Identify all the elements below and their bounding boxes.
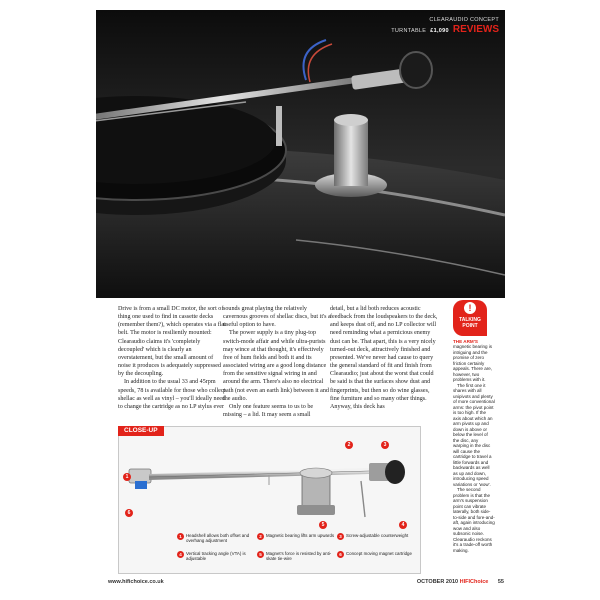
- paragraph: Drive is from a small DC motor, the sort of thing one used to find in cassette decks (remember them?), which operates via a flat belt. The motor is resiliently mounted: Clearaudio claims it's 'completely decoupled' which is clearly an overstatement, but the small amount of noise it produces is adequately suppressed by the decoupling.: [118, 306, 226, 378]
- turntable-photo: [96, 10, 505, 298]
- talking-point-sidebar: [453, 300, 495, 553]
- sidebar-paragraph: magnetic bearing is intriguing and the promise of zero friction certainly appeals. There are, however, two problems with it.: [453, 344, 493, 382]
- marker-5: 5: [319, 521, 327, 529]
- paragraph: sounds great playing the relatively cavernous grooves of shellac discs, but it's a useful option to have.: [223, 306, 331, 329]
- paragraph: Only one feature seems to us to be missing – a lid. It may seem a small: [223, 403, 314, 419]
- legend-item: 3 Screw-adjustable counterweight: [337, 533, 417, 538]
- legend-item: 1 Headshell allows both offset and overhang adjustment: [177, 533, 257, 544]
- marker-6: 6: [125, 509, 133, 517]
- legend-item: 6 Concept moving magnet cartridge: [337, 551, 417, 556]
- legend-item: 5 Magnet's force is resisted by anti-skate tie-wire: [257, 551, 337, 562]
- masthead: [391, 16, 499, 35]
- kicker-line-2: TURNTABLE: [391, 28, 427, 34]
- sidebar-paragraph: The first one it shares with all unipivots and plenty of more conventional arms: the pivot point is too high. If the axis about which an arm pivots up and down is above or below the level of the disc, any warping in the disc will cause the cartridge to travel a little forwards and backwards as well as up and down, introducing speed variations or 'wow'.: [453, 382, 495, 487]
- close-up-panel: [118, 426, 421, 574]
- sidebar-paragraph: The second problem is that the arm's suspension point can vibrate laterally, both side-to-side and fore-and-aft, again introducing wow and also subsonic noise. Clearaudio reckons it's a trade-off worth making.: [453, 487, 495, 553]
- marker-3: 3: [381, 441, 389, 449]
- issue-date: OCTOBER 2010: [416, 579, 459, 585]
- body-column-1: [118, 305, 226, 411]
- body-column-3: [330, 305, 438, 411]
- exclamation-icon: !: [464, 302, 476, 314]
- badge-line-2: POINT: [462, 323, 478, 329]
- marker-1: 1: [123, 473, 131, 481]
- page-number: 55: [497, 579, 504, 585]
- sidebar-text: [453, 344, 495, 553]
- close-up-title: CLOSE-UP: [118, 426, 164, 436]
- legend-item: 4 Vertical tracking angle (VTA) is adjustable: [177, 551, 257, 562]
- section-title: REVIEWS: [452, 24, 499, 35]
- paragraph: In addition to the usual 33 and 45rpm speeds, 78 is available for those who collect shellac as well as vinyl – you'll ideally need to change the cartridge as no LP stylus ever: [118, 379, 226, 410]
- marker-2: 2: [345, 441, 353, 449]
- talking-point-badge: [453, 300, 487, 336]
- marker-4: 4: [399, 521, 407, 529]
- magazine-brand: HIFIChoice: [459, 579, 489, 585]
- kicker-line-1: CLEARAUDIO CONCEPT: [429, 17, 499, 23]
- body-column-2: [223, 305, 331, 419]
- sidebar-heading: THE ARM'S: [453, 339, 478, 344]
- paragraph: detail, but a lid both reduces acoustic feedback from the loudspeakers to the deck, and keeps dust off, and no LP collector will need reminding what a pernicious enemy dust can be. That apart, this is a very nicely turned-out deck, attractively finished and presented. We've never had cause to query the general standard of fit and finish from Clearaudio; just about the worst that could be said is that the surfaces show dust and fingerprints, but then so do wine glasses, fine furniture and so many other things. Anyway, this deck has: [330, 306, 438, 410]
- tonearm-diagram: [119, 441, 420, 533]
- price: £1,090: [430, 28, 449, 34]
- footer-url[interactable]: www.hifichoice.co.uk: [108, 579, 164, 585]
- turntable-illustration: [96, 10, 505, 298]
- badge-line-1: TALKING: [459, 317, 481, 323]
- footer-issue: [417, 579, 504, 585]
- paragraph: The power supply is a tiny plug-top switch-mode affair and while ultra-purists may wince at that thought, it's effectively free of hum fields and both it and its associated wiring are a good long distance from the sensitive signal wiring in and around the arm. There's also no electrical path (not even an earth link) between it and the audio.: [223, 330, 329, 402]
- legend-item: 2 Magnetic bearing lifts arm upwards: [257, 533, 337, 538]
